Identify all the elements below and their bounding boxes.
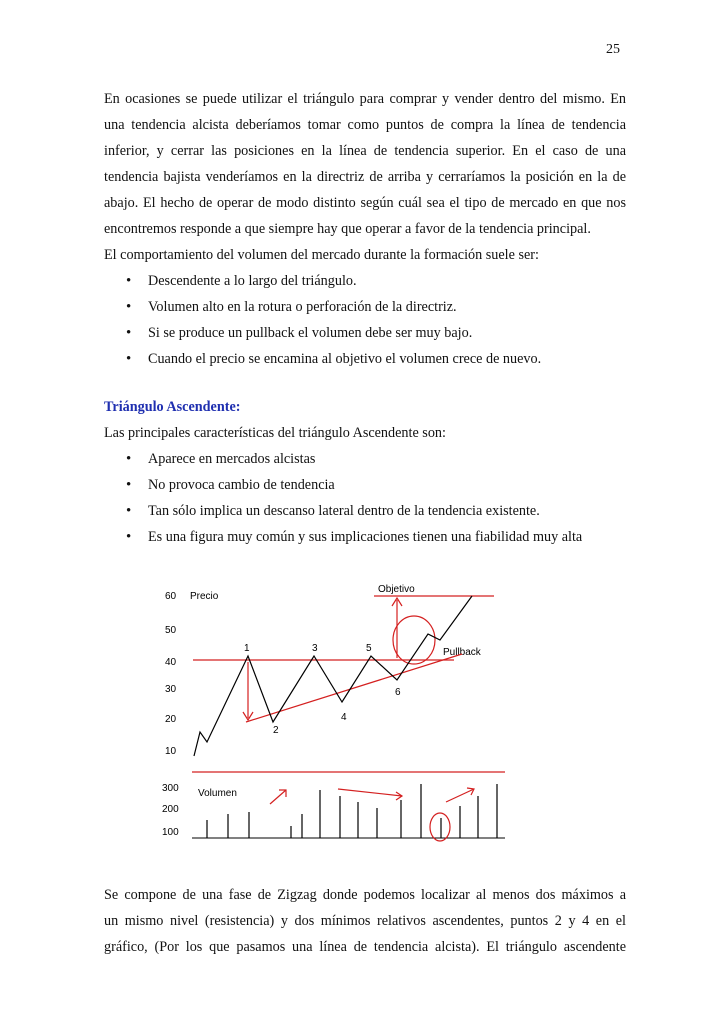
list-item: • Tan sólo implica un descanso lateral dentro de la tendencia existente. bbox=[104, 498, 626, 524]
list-item: • Descendente a lo largo del triángulo. bbox=[104, 268, 626, 294]
volume-tick: 100 bbox=[162, 827, 179, 838]
point-label: 6 bbox=[395, 687, 401, 698]
volume-tick: 200 bbox=[162, 804, 179, 815]
intro-line: tendencia bajista venderíamos en la directriz de arriba y cerraríamos la posición en la de bbox=[104, 169, 626, 185]
volume-tick: 300 bbox=[162, 783, 179, 794]
list-item: • Aparece en mercados alcistas bbox=[104, 446, 626, 472]
point-label: 1 bbox=[244, 643, 250, 654]
support-trend-line bbox=[246, 654, 462, 722]
breakout-circle bbox=[393, 616, 435, 664]
price-label: Precio bbox=[190, 591, 219, 602]
list-item: • Volumen alto en la rotura o perforación de la directriz. bbox=[104, 294, 626, 320]
price-tick: 60 bbox=[165, 591, 177, 602]
price-tick: 40 bbox=[165, 657, 177, 668]
volume-intro: El comportamiento del volumen del mercado durante la formación suele ser: bbox=[104, 247, 539, 263]
price-tick: 30 bbox=[165, 684, 177, 695]
intro-line: inferior, y cerrar las posiciones en la línea de tendencia superior. En el caso de una bbox=[104, 143, 626, 159]
closing-paragraph bbox=[104, 882, 626, 960]
volume-arrow bbox=[446, 789, 474, 802]
volume-pullback-circle bbox=[430, 813, 450, 841]
intro-line: encontremos responde a que siempre hay que operar a favor de la tendencia principal. bbox=[104, 221, 591, 237]
list-item: • No provoca cambio de tendencia bbox=[104, 472, 626, 498]
closing-line: un mismo nivel (resistencia) y dos mínimos relativos ascendentes, puntos 2 y 4 en el bbox=[104, 913, 626, 929]
objective-label: Objetivo bbox=[378, 584, 415, 595]
intro-line: En ocasiones se puede utilizar el triángulo para comprar y vender dentro del mismo. En bbox=[104, 91, 626, 107]
volume-bars bbox=[207, 784, 497, 838]
page-number: 25 bbox=[606, 42, 620, 57]
point-label: 4 bbox=[341, 712, 347, 723]
price-tick: 20 bbox=[165, 714, 177, 725]
price-line bbox=[194, 596, 472, 756]
section-heading: Triángulo Ascendente: bbox=[104, 399, 241, 415]
intro-line: una tendencia alcista deberíamos tomar como puntos de compra la línea de tendencia bbox=[104, 117, 626, 133]
point-label: 2 bbox=[273, 725, 279, 736]
list-item: • Cuando el precio se encamina al objetivo el volumen crece de nuevo. bbox=[104, 346, 626, 372]
intro-line: abajo. El hecho de operar de modo distinto según cuál sea el tipo de mercado en que nos bbox=[104, 195, 626, 211]
closing-line: Se compone de una fase de Zigzag donde podemos localizar al menos dos máximos a bbox=[104, 887, 626, 903]
section-intro: Las principales características del triángulo Ascendente son: bbox=[104, 425, 446, 441]
price-tick: 10 bbox=[165, 746, 177, 757]
point-label: 5 bbox=[366, 643, 372, 654]
closing-line: gráfico, (Por los que pasamos una línea de tendencia alcista). El triángulo ascendente bbox=[104, 939, 626, 955]
pullback-label: Pullback bbox=[443, 647, 481, 658]
list-item: • Es una figura muy común y sus implicaciones tienen una fiabilidad muy alta bbox=[104, 524, 626, 550]
point-label: 3 bbox=[312, 643, 318, 654]
volume-label: Volumen bbox=[198, 788, 237, 799]
volume-arrow bbox=[270, 790, 286, 804]
price-tick: 50 bbox=[165, 625, 177, 636]
list-item: • Si se produce un pullback el volumen debe ser muy bajo. bbox=[104, 320, 626, 346]
volume-arrow bbox=[338, 789, 402, 796]
